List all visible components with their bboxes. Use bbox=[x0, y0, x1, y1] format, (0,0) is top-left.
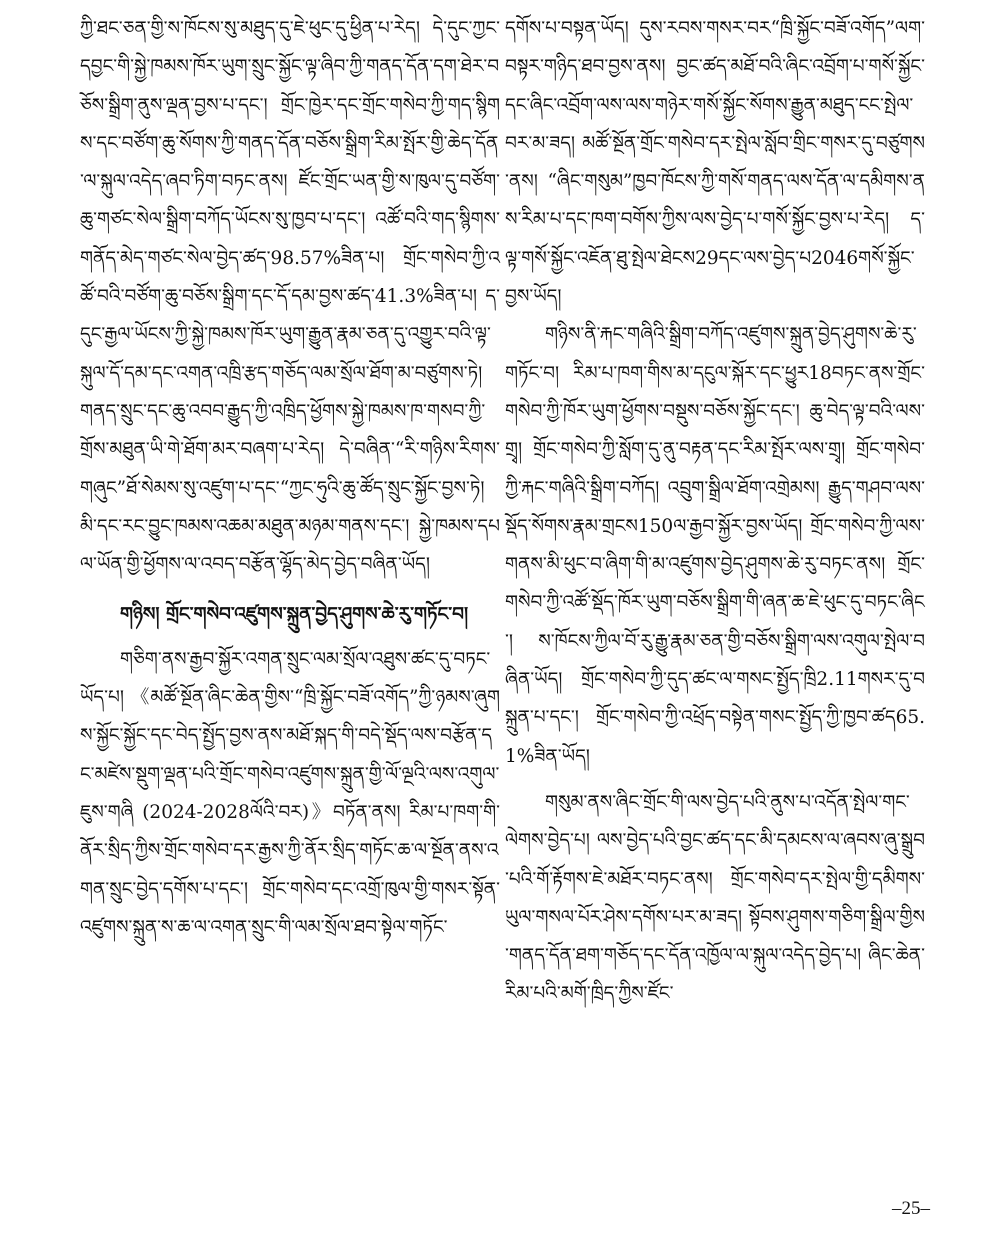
right-column bbox=[505, 10, 925, 1014]
page-number: –25– bbox=[892, 1198, 930, 1219]
paragraph-gap bbox=[505, 776, 925, 784]
paragraph-gap bbox=[80, 584, 500, 592]
left-column bbox=[80, 10, 500, 947]
section-heading: གཉིས། གྲོང་གསེབ་འཛུགས་སྐྲུན་བྱེད་ཤུགས་ཆེ་རུ་གཏོང་བ། bbox=[120, 604, 469, 626]
body-paragraph: གཅིག་ནས་རྒྱབ་སྐྱོར་འགན་སྲུང་ལམ་སྲོལ་འཐུས་ཚང་དུ་བཏང་ཡོད་པ། 《མཚོ་སྔོན་ཞིང་ཆེན་གྱིས་“ཁྲི་སྐྱོང་བཟོ་འགོད”ཀྱི་ཉམས་ཞུགས་སྐྱོང་སྐྱོང་དང་བེད་སྤྱོད་བྱས་ནས་མཐོ་སྐད་གི་བདེ་སྡོད་ལས་བརྩོན་དང་མཛེས་སྡུག་ལྡན་པའི་གྲོང་གསེབ་འཛུགས་སྐྲུན་གྱི་ལོ་ལྔའི་ལས་འགུལ་ཇུས་གཞི (2024-2028ལོའི་བར)》བཏོན་ནས། རིམ་པ་ཁག་གི་ནོར་སྲིད་ཀྱིས་གྲོང་གསེབ་དར་རྒྱས་ཀྱི་ནོར་སྲིད་གཏོང་ཆ་ལ་སྔོན་ནས་འགན་སྲུང་བྱེད་དགོས་པ་དང་། གྲོང་གསེབ་དང་འགྲོ་ཁུལ་གྱི་གསར་སྟོན་འཛུགས་སྐྲུན་ས་ཆ་ལ་འགན་སྲུང་གི་ལམ་སྲོལ་ཐབ་སྟེལ་གཏོང་ bbox=[80, 648, 500, 938]
body-paragraph: གསུམ་ནས་ཞིང་གྲོང་གི་ལས་བྱེད་པའི་ནུས་པ་འདོན་སྤེལ་གང་ལེགས་བྱེད་པ། ལས་བྱེད་པའི་བྱང་ཚད་དང་མི་དམངས་ལ་ཞབས་ཞུ་སྒྲུབ་པའི་གོ་རྟོགས་ཇེ་མཐོར་བཏང་ནས། གྲོང་གསེབ་དར་སྤེལ་གྱི་དམིགས་ཡུལ་གསལ་པོར་ཤེས་དགོས་པར་མ་ཟད། སྟོབས་ཤུགས་གཅིག་སྒྲིལ་གྱིས་གནད་དོན་ཐག་གཅོད་དང་དོན་འཁྱོལ་ལ་སྐུལ་འདེད་བྱེད་པ། ཞིང་ཆེན་རིམ་པའི་མགོ་ཁྲིད་ཀྱིས་ཛོང་ bbox=[505, 791, 925, 1005]
body-paragraph: ཀྱི་ཐང་ཅན་གྱི་ས་ཁོངས་སུ་མཐུད་དུ་ཇེ་ཕུང་དུ་ཕྱིན་པ་རེད། དེ་དུང་ཀྱང་དབྱང་གི་སྐྱེ་ཁམས་ཁོར་ཡུག་སྲུང་སྐྱོང་ལྟ་ཞིབ་ཀྱི་གནད་དོན་དག་ཐེར་བཅོས་སྒྲིག་ནུས་ལྡན་བྱས་པ་དང་། གྲོང་ཁྱེར་དང་གྲོང་གསེབ་ཀྱི་གད་སྙིགས་དང་བཙོག་ཆུ་སོགས་ཀྱི་གནད་དོན་བཅོས་སྒྲིག་རིམ་སྤོར་གྱི་ཆེད་དོན་ལ་སྐུལ་འདེད་ཞབ་ཏིག་བཏང་ནས། ཛོང་གྲོང་ཡན་གྱི་ས་ཁུལ་དུ་བཙོག་ཆུ་གཙང་སེལ་སྒྲིག་བཀོད་ཡོངས་སུ་ཁྱབ་པ་དང་། འཚོ་བའི་གད་སྙིགས་གནོད་མེད་གཙང་སེལ་བྱེད་ཚད་98.57%ཟིན་པ། གྲོང་གསེབ་ཀྱི་འཚོ་བའི་བཙོག་ཆུ་བཅོས་སྒྲིག་དང་དོ་དམ་བྱས་ཚད་41.3%ཟིན་པ། ད་དུང་རྒྱལ་ཡོངས་ཀྱི་སྐྱེ་ཁམས་ཁོར་ཡུག་རྒྱུན་རྣམ་ཅན་དུ་འགྱུར་བའི་ལྟ་སྐུལ་དོ་དམ་དང་འགན་འཁྲི་རྩད་གཅོད་ལམ་སྲོལ་ཐོག་མ་བཙུགས་ཏེ། གནད་སྲུང་དང་ཆུ་འབབ་རྒྱུད་ཀྱི་འཁྲིད་ཕྱོགས་སྐྱེ་ཁམས་ཁ་གསབ་ཀྱི་གྲོས་མཐུན་ཡི་གེ་ཐོག་མར་བཞག་པ་རེད། དེ་བཞིན་“རི་གཉིས་རིགས་གཞུང”ཐོ་སེམས་སུ་འཛུག་པ་དང་“ཀྱང་ཧུའི་ཆུ་ཚོད་སྲུང་སྐྱོང་བྱས་ཏེ། མི་དང་རང་བྱུང་ཁམས་འཆམ་མཐུན་མཉམ་གནས་དང་། སྐྱེ་ཁམས་དཔལ་ཡོན་གྱི་ཕྱོགས་ལ་འབད་བརྩོན་ལྷོད་མེད་བྱེད་བཞིན་ཡོད། bbox=[80, 18, 500, 576]
body-paragraph: གཉིས་ནི་རྐང་གཞིའི་སྒྲིག་བཀོད་འཛུགས་སྐྲུན་བྱེད་ཤུགས་ཆེ་རུ་གཏོང་བ། རིམ་པ་ཁག་གིས་མ་དངུལ་སྐོར་དང་ཕྱུར18བཏང་ནས་གྲོང་གསེབ་ཀྱི་ཁོར་ཡུག་ཕྱོགས་བསྡུས་བཅོས་སྐྱོང་དང་། ཆུ་བེད་ལྟ་བའི་ལས་གྲྭ། གྲོང་གསེབ་ཀྱི་སློག་དུ་ནུ་བརྟན་དང་རིམ་སྤོར་ལས་གྲྭ། གྲོང་གསེབ་ཀྱི་རྐང་གཞིའི་སྒྲིག་བཀོད། འབྲུག་སྒྲིལ་ཐོག་འགྲེམས། རྒྱུད་གཤབ་ལས་སྡོད་སོགས་རྣམ་གྲངས150ལ་རྒྱབ་སྐྱོར་བྱས་ཡོད། གྲོང་གསེབ་ཀྱི་ལས་གནས་མི་ཕུང་བ་ཞིག་གི་མ་འཛུགས་བྱེད་ཤུགས་ཆེ་རུ་བཏང་ནས། གྲོང་གསེབ་ཀྱི་འཚོ་སྡོད་ཁོར་ཡུག་བཅོས་སྒྲིག་གི་ཞན་ཆ་ཇེ་ཕུང་དུ་བཏང་ཞིང་། ས་ཁོངས་ཀྱིལ་བོ་རུ་རྒྱུ་རྣམ་ཅན་གྱི་བཅོས་སྒྲིག་ལས་འགུལ་སྤེལ་བཞིན་ཡོད། གྲོང་གསེབ་ཀྱི་དུད་ཚང་ལ་གསང་སྤྱོད་ཁྲི2.11གསར་དུ་བསྐྲུན་པ་དང་། གྲོང་གསེབ་ཀྱི་འཕྲོད་བསྟེན་གསང་སྤྱོད་ཀྱི་ཁྱབ་ཚད65.1%ཟིན་ཡོད། bbox=[505, 324, 925, 767]
body-paragraph: དགོས་པ་བསྟན་ཡོད། དུས་རབས་གསར་བར“ཁྲི་སྐྱོང་བཟོ་འགོད”ལག་བསྟར་གཉིད་ཐབ་བྱས་ནས། བྱང་ཚད་མཐོ་བའི་ཞིང་འབྲོག་པ་གསོ་སྐྱོང་དང་ཞིང་འབྲོག་ལས་ལས་གཉེར་གསོ་སྐྱོང་སོགས་རྒྱུན་མཐུད་ངང་སྤེལ་བར་མ་ཟད། མཚོ་སྔོན་གྲོང་གསེབ་དར་སྤེལ་སློབ་གྲིང་གསར་དུ་བཙུགས་ནས། “ཞིང་གསུམ”ཁྱབ་ཁོངས་ཀྱི་གསོ་གནད་ལས་དོན་ལ་དམིགས་ནས་རིམ་པ་དང་ཁག་བགོས་ཀྱིས་ལས་བྱེད་པ་གསོ་སྐྱོང་བྱས་པ་རེད། ད་ལྟ་གསོ་སྐྱོང་འཇོན་ཐུ་སྤེལ་ཐེངས29དང་ལས་བྱེད་པ2046གསོ་སྐྱོང་བྱས་ཡོད། bbox=[505, 18, 925, 308]
